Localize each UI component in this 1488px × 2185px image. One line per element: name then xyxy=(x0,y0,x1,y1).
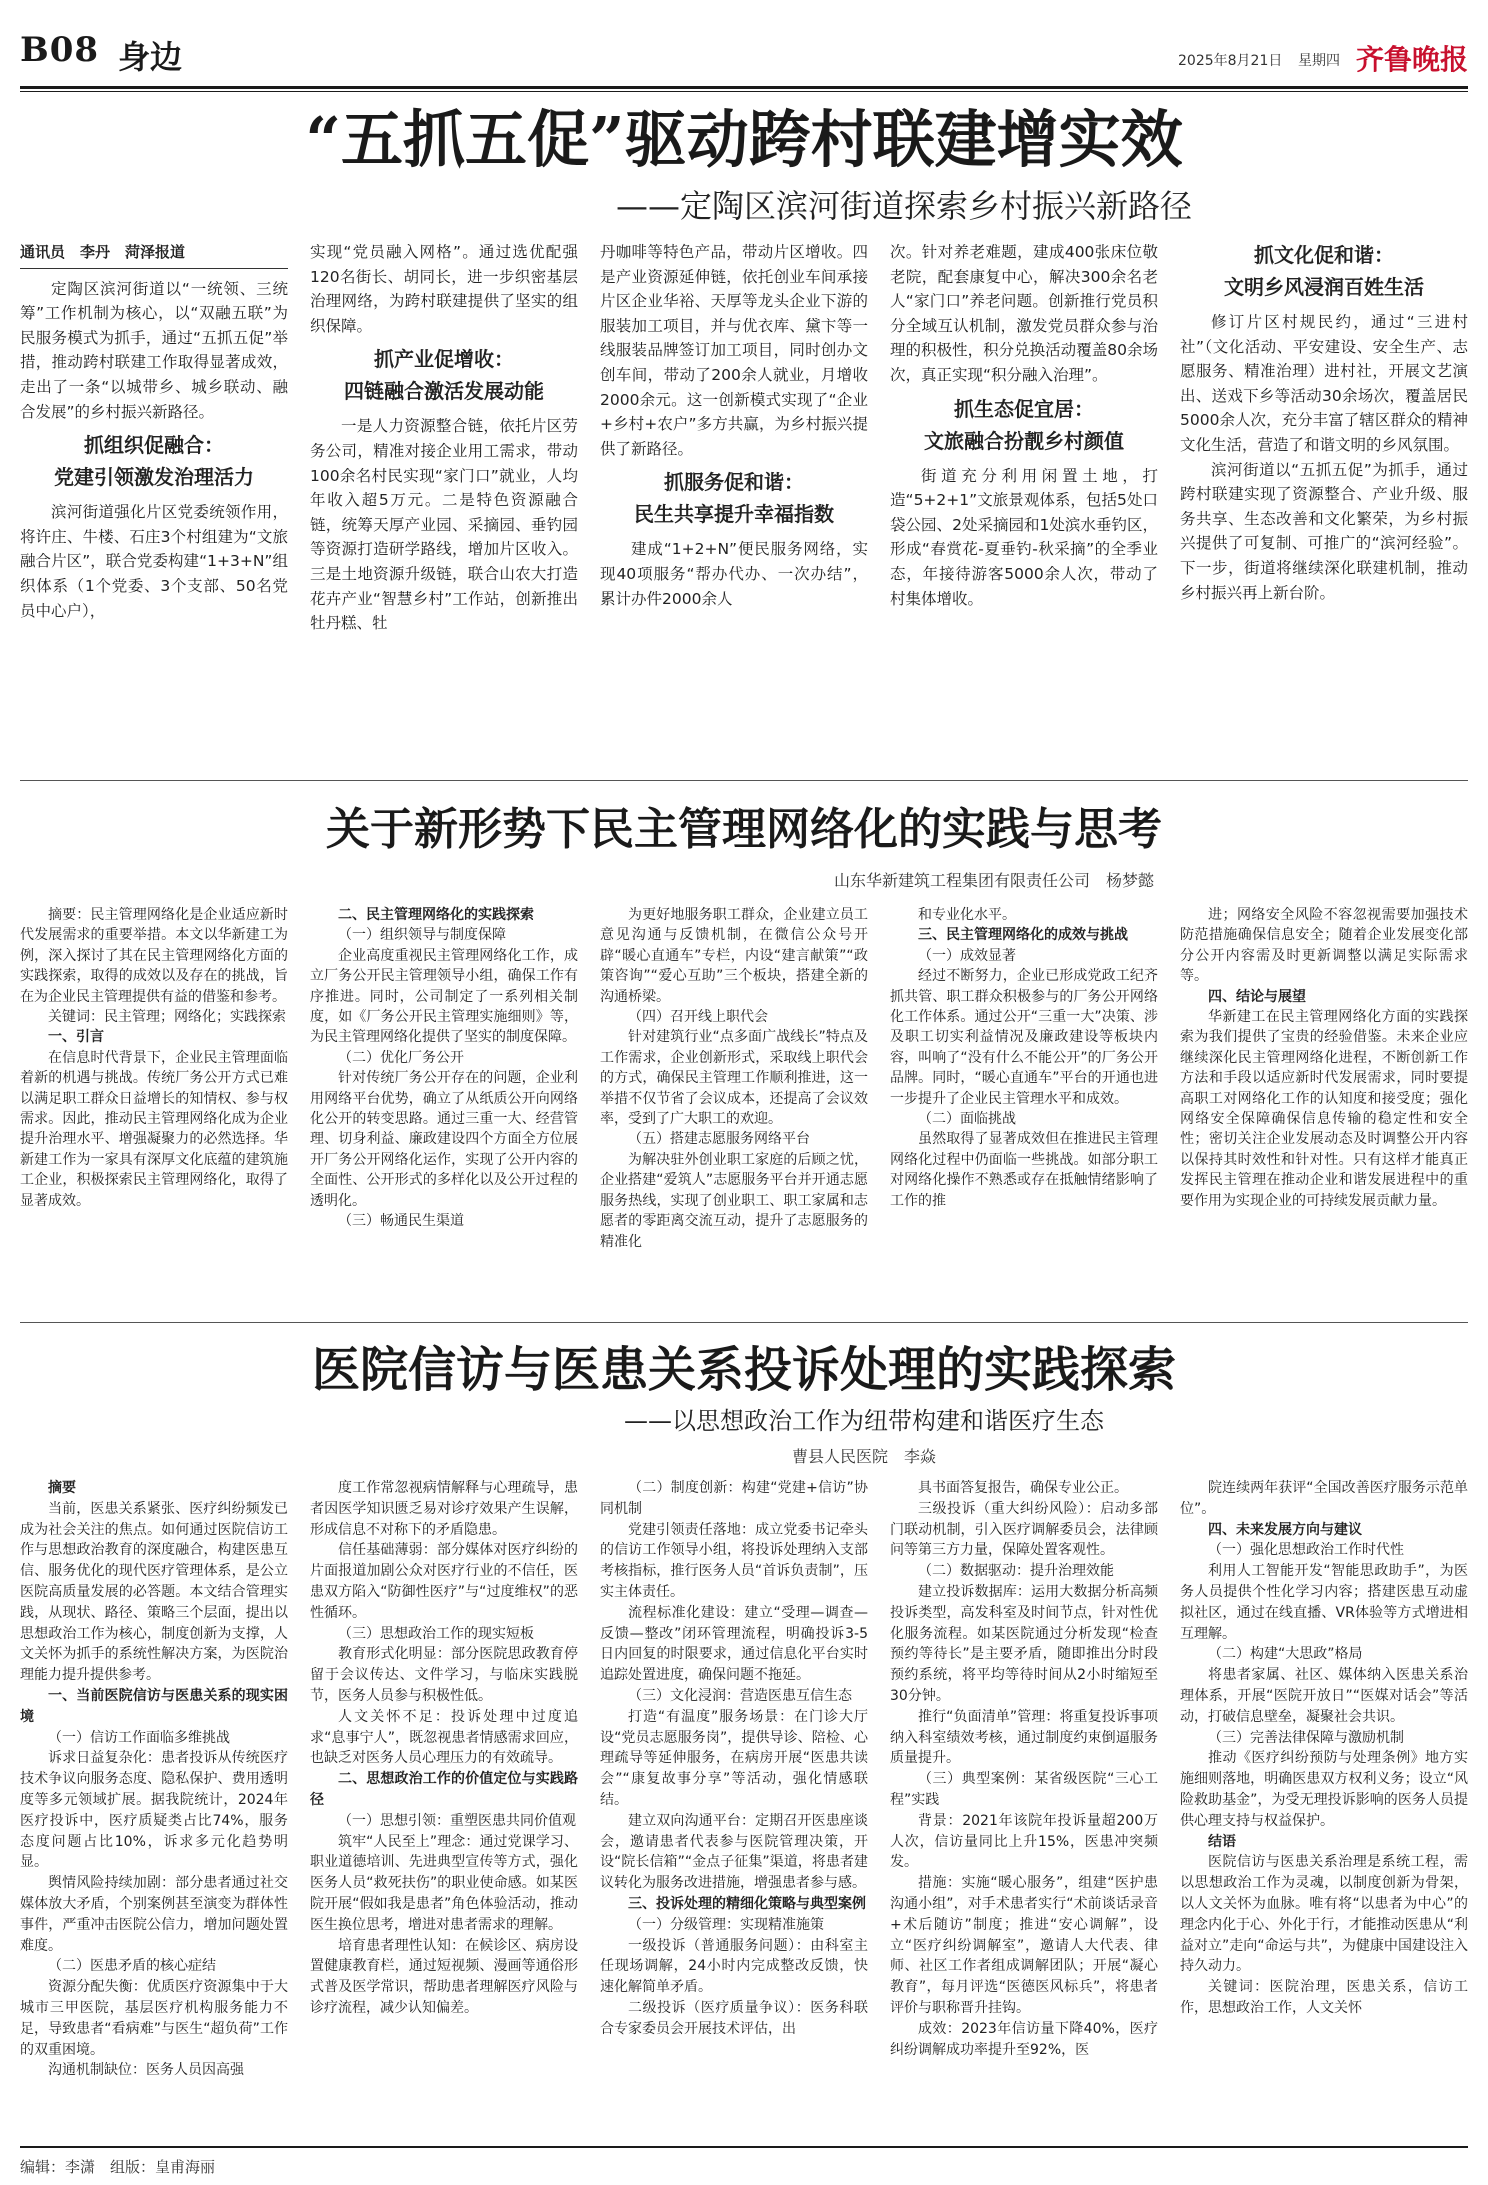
article3-para: 利用人工智能开发“智能思政助手”，为医务人员提供个性化学习内容；搭建医患互动虚拟社区，通过在线直播、VR体验等方式增进相互理解。 xyxy=(1180,1563,1468,1642)
article3-subheading: （二）制度创新：构建“党建+信访”协同机制 xyxy=(600,1480,868,1517)
article2-para: 经过不断努力，企业已形成党政工纪齐抓共管、职工群众积极参与的厂务公开网络化工作体系。通过公开“三重一大”决策、涉及职工切实利益情况及廉政建设等板块内容，叫响了“没有什么不能公开”的厂务公开品牌。同时，“暖心直通车”平台的开通也进一步提升了企业民主管理水平和成效。 xyxy=(890,968,1158,1107)
article3-para: 三级投诉（重大纠纷风险）：启动多部门联动机制，引入医疗调解委员会，法律顾问等第三方力量，保障处置客观性。 xyxy=(890,1500,1158,1559)
article2-subheading: （一）组织领导与制度保障 xyxy=(338,927,506,944)
article3-column-2 xyxy=(310,1478,578,2019)
article3-para: 二级投诉（医疗质量争议）：医务科联合专家委员会开展技术评估，出 xyxy=(600,1999,868,2037)
article3-subheading: （一）信访工作面临多维挑战 xyxy=(48,1729,230,1746)
article1-lead: 定陶区滨河街道以“一统领、三统筹”工作机制为核心，以“双融五联”为民服务模式为抓手，通过“五抓五促”举措，推动跨村联建工作取得显著成效，走出了一条“以城带乡、城乡联动、融合发展”的乡村振兴新路径。 xyxy=(20,279,288,421)
newspaper-logo: 齐鲁晚报 xyxy=(1356,43,1469,76)
article2-para: 和专业化水平。 xyxy=(918,907,1016,923)
article2-para: 华新建工在民主管理网络化方面的实践探索为我们提供了宝贵的经验借鉴。未来企业应继续深化民主管理网络化进程，不断创新工作方法和手段以适应新时代发展需求，同时要提高职工对网络化工作的认知度和接受度；强化网络安全保障确保信息传输的稳定性和安全性；密切关注企业发展动态及时调整公开内容以保持其时效性和针对性。只有这样才能真正发挥民主管理在推动企业和谐发展进程中的重要作用为实现企业的可持续发展贡献力量。 xyxy=(1180,1009,1468,1209)
article3-subheading: （二）构建“大思政”格局 xyxy=(1208,1646,1363,1663)
article1-column-1 xyxy=(20,240,288,623)
article3-para: 流程标准化建设：建立“受理—调查—反馈—整改”闭环管理流程，明确投诉3-5日内回复的时限要求，通过信息化平台实时追踪处置进度，确保问题不拖延。 xyxy=(600,1604,868,1684)
article2-column-3 xyxy=(600,905,868,1252)
article3-subheading: （一）思想引领：重塑医患共同价值观 xyxy=(338,1812,576,1829)
article3-para: 筑牢“人民至上”理念：通过党课学习、职业道德培训、先进典型宣传等方式，强化医务人员“救死扶伤”的职业使命感。如某医院开展“假如我是患者”角色体验活动，推动医生换位思考，增进对患者需求的理解。 xyxy=(310,1833,578,1933)
article2-column-5 xyxy=(1180,905,1468,1211)
article1-heading-1b: 党建引领激发治理活力 xyxy=(54,465,254,490)
article1-heading-5b: 文明乡风浸润百姓生活 xyxy=(1224,275,1424,299)
article1-heading-5a: 抓文化促和谐： xyxy=(1254,243,1394,267)
article3-para: 舆情风险持续加剧：部分患者通过社交媒体放大矛盾，个别案例甚至演变为群体性事件，严重冲击医院公信力，增加问题处置难度。 xyxy=(20,1875,288,1954)
article2-para: 虽然取得了显著成效但在推进民主管理网络化过程中仍面临一些挑战。如部分职工对网络化操作不熟悉或存在抵触情绪影响了工作的推 xyxy=(890,1131,1158,1209)
article3-para: 院连续两年获评“全国改善医疗服务示范单位”。 xyxy=(1180,1480,1468,1517)
article2-heading: 一、引言 xyxy=(48,1029,104,1046)
article1-heading-1a: 抓组织促融合： xyxy=(84,433,224,458)
article3-subheading: （二）医患矛盾的核心症结 xyxy=(48,1958,216,1975)
article3-heading: 三、投诉处理的精细化策略与典型案例 xyxy=(628,1895,866,1912)
article2-subheading: （五）搭建志愿服务网络平台 xyxy=(628,1131,810,1148)
article3-para: 人文关怀不足：投诉处理中过度追求“息事宁人”，既忽视患者情感需求回应，也缺乏对医务人员心理压力的有效疏导。 xyxy=(310,1708,578,1767)
article3-column-5 xyxy=(1180,1478,1468,2019)
page-number: B08 xyxy=(20,30,100,70)
article1-para: 街道充分利用闲置土地，打造“5+2+1”文旅景观体系，包括5处口袋公园、2处采摘园和1处滨水垂钓区，形成“春赏花-夏垂钓-秋采摘”的全季业态，年接待游客5000余人次，带动了村集体增收。 xyxy=(890,466,1158,608)
article2-para: 进；网络安全风险不容忽视需要加强技术防范措施确保信息安全；随着企业发展变化部分公开内容需及时更新调整以满足实际需求等。 xyxy=(1180,907,1468,985)
article3-para: 当前，医患关系紧张、医疗纠纷频发已成为社会关注的焦点。如何通过医院信访工作与思想政治教育的深度融合，构建医患互信、服务优化的现代医疗管理体系，是公立医院高质量发展的必答题。本文结合管理实践，从现状、路径、策略三个层面，提出以思想政治工作为核心，制度创新为支撑，人文关怀为抓手的系统性解决方案，为医院治理能力提升提供参考。 xyxy=(20,1500,288,1684)
article1-column-3 xyxy=(600,240,868,611)
article3-column-3 xyxy=(600,1478,868,2040)
article1-heading-4a: 抓生态促宜居： xyxy=(954,396,1094,421)
article3-para: 教育形式化明显：部分医院思政教育停留于会议传达、文件学习，与临床实践脱节，医务人员参与积极性低。 xyxy=(310,1646,578,1704)
article1-heading-2b: 四链融合激活发展动能 xyxy=(344,379,544,404)
footer-rule xyxy=(20,2146,1468,2148)
article2-subheading: （四）召开线上职代会 xyxy=(628,1009,768,1026)
section-name: 身边 xyxy=(118,38,183,76)
article1-para: 滨河街道以“五抓五促”为抓手，通过跨村联建实现了资源整合、产业升级、服务共享、生态改善和文化繁荣，为乡村振兴提供了可复制、可推广的“滨河经验”。下一步，街道将继续深化联建机制，推动乡村振兴再上新台阶。 xyxy=(1180,460,1468,602)
article2-column-4 xyxy=(890,905,1158,1211)
article3-para: 资源分配失衡：优质医疗资源集中于大城市三甲医院，基层医疗机构服务能力不足，导致患者“看病难”与医生“超负荷”工作的双重困境。 xyxy=(20,1979,288,2058)
article1-column-2 xyxy=(310,240,578,636)
issue-weekday: 星期四 xyxy=(1298,53,1340,69)
article3-column-4 xyxy=(890,1478,1158,2060)
article2-column-1 xyxy=(20,905,288,1211)
article3-subheading: （一）强化思想政治工作时代性 xyxy=(1208,1542,1404,1559)
article1-title: “五抓五促”驱动跨村联建增实效 xyxy=(305,103,1183,176)
article2-heading: 四、结论与展望 xyxy=(1208,988,1306,1005)
article3-para: 度工作常忽视病情解释与心理疏导，患者因医学知识匮乏易对诊疗效果产生误解，形成信息不对称下的矛盾隐患。 xyxy=(310,1480,578,1538)
section-divider xyxy=(20,1322,1468,1323)
article2-keywords: 关键词：民主管理；网络化；实践探索 xyxy=(48,1009,286,1026)
article3-para: 措施：实施“暖心服务”，组建“医护患沟通小组”，对手术患者实行“术前谈话录音+术后随访”制度；推进“安心调解”，设立“医疗纠纷调解室”，邀请人大代表、律师、社区工作者组成调解团队；开展“凝心教育”，每月评选“医德医风标兵”，将患者评价与职称晋升挂钩。 xyxy=(890,1875,1158,2016)
article3-subheading: （三）文化浸润：营造医患互信生态 xyxy=(628,1687,852,1704)
article2-subheading: （三）畅通民生渠道 xyxy=(338,1213,464,1230)
article2-subheading: （一）成效显著 xyxy=(918,947,1016,964)
article3-para: 将患者家属、社区、媒体纳入医患关系治理体系，开展“医院开放日”“医媒对话会”等活动，打破信息壁垒，凝聚社会共识。 xyxy=(1180,1667,1468,1725)
article3-subheading: （三）思想政治工作的现实短板 xyxy=(338,1625,534,1642)
article3-column-1 xyxy=(20,1478,288,2081)
article2-byline: 山东华新建筑工程集团有限责任公司 杨梦懿 xyxy=(833,871,1154,890)
article1-para: 次。针对养老难题，建成400张床位敬老院，配套康复中心，解决300余名老人“家门口”养老问题。创新推行党员积分全域互认机制，激发党员群众参与治理的积极性，积分兑换活动覆盖80余场次，真正实现“积分融入治理”。 xyxy=(890,243,1158,384)
article3-subheading: （三）典型案例：某省级医院“三心工程”实践 xyxy=(890,1771,1158,1808)
article3-byline: 曹县人民医院 李焱 xyxy=(791,1447,936,1466)
article2-para: 在信息时代背景下，企业民主管理面临着新的机遇与挑战。传统厂务公开方式已难以满足职工群众日益增长的知情权、参与权需求。因此，推动民主管理网络化成为企业提升治理水平、增强凝聚力的必然选择。华新建工作为一家具有深厚文化底蕴的建筑施工企业，积极探索民主管理网络化，取得了显著成效。 xyxy=(20,1049,288,1209)
article3-heading: 二、思想政治工作的价值定位与实践路径 xyxy=(310,1771,578,1808)
article3-para: 党建引领责任落地：成立党委书记牵头的信访工作领导小组，将投诉处理纳入支部考核指标，推行医务人员“首诉负责制”，压实主体责任。 xyxy=(600,1521,868,1600)
article2-abstract: 摘要：民主管理网络化是企业适应新时代发展需求的重要举措。本文以华新建工为例，深入探讨了其在民主管理网络化方面的实践探索，取得的成效以及存在的挑战，旨在为企业民主管理提供有益的借鉴和参考。 xyxy=(20,907,288,1005)
article2-subheading: （二）面临挑战 xyxy=(918,1111,1016,1128)
article3-para: 背景：2021年该院年投诉量超200万人次，信访量同比上升15%，医患冲突频发。 xyxy=(890,1812,1158,1871)
article3-para: 打造“有温度”服务场景：在门诊大厅设“党员志愿服务岗”，提供导诊、陪检、心理疏导等延伸服务，在病房开展“医患共读会”“康复故事分享”等活动，强化情感联结。 xyxy=(600,1708,868,1808)
article3-para: 建立双向沟通平台：定期召开医患座谈会，邀请患者代表参与医院管理决策，开设“院长信箱”“金点子征集”渠道，将患者建议转化为服务改进措施，增强患者参与感。 xyxy=(600,1812,868,1892)
article3-para: 推行“负面清单”管理：将重复投诉事项纳入科室绩效考核，通过制度约束倒逼服务质量提升。 xyxy=(890,1708,1158,1767)
article3-subheading: （三）完善法律保障与激励机制 xyxy=(1208,1729,1404,1746)
article3-subtitle: ——以思想政治工作为纽带构建和谐医疗生态 xyxy=(624,1407,1104,1435)
masthead-rule xyxy=(20,86,1468,89)
article3-para: 一级投诉（普通服务问题）：由科室主任现场调解，24小时内完成整改反馈，快速化解简单矛盾。 xyxy=(600,1937,868,1996)
article1-para: 实现“党员融入网格”。通过选优配强120名街长、胡同长，进一步织密基层治理网络，为跨村联建提供了坚实的组织保障。 xyxy=(310,243,578,335)
article1-column-4 xyxy=(890,240,1158,611)
article3-subheading: （一）分级管理：实现精准施策 xyxy=(628,1916,824,1933)
article1-heading-3a: 抓服务促和谐： xyxy=(664,470,804,495)
article2-para: 企业高度重视民主管理网络化工作，成立厂务公开民主管理领导小组，确保工作有序推进。同时，公司制定了一系列相关制度，如《厂务公开民主管理实施细则》等，为民主管理网络化提供了坚实的制度保障。 xyxy=(310,947,578,1046)
article3-subheading: （二）数据驱动：提升治理效能 xyxy=(918,1563,1114,1580)
article1-column-5 xyxy=(1180,240,1468,605)
article3-heading: 摘要 xyxy=(48,1480,76,1496)
article3-para: 信任基础薄弱：部分媒体对医疗纠纷的片面报道加剧公众对医疗行业的不信任，医患双方陷入“防御性医疗”与“过度维权”的恶性循环。 xyxy=(310,1542,578,1621)
article3-para: 建立投诉数据库：运用大数据分析高频投诉类型，高发科室及时间节点，针对性优化服务流程。如某医院通过分析发现“检查预约等待长”是主要矛盾，随即推出分时段预约系统，将平均等待时间从2小时缩短至30分钟。 xyxy=(890,1583,1158,1704)
article1-heading-2a: 抓产业促增收： xyxy=(374,347,514,372)
article1-heading-4b: 文旅融合扮靓乡村颜值 xyxy=(924,428,1124,453)
article3-title: 医院信访与医患关系投诉处理的实践探索 xyxy=(311,1342,1176,1398)
article3-para: 诉求日益复杂化：患者投诉从传统医疗技术争议向服务态度、隐私保护、费用透明度等多元领域扩展。据我院统计，2024年医疗投诉中，医疗质疑类占比74%，服务态度问题占比10%，诉求多元化趋势明显。 xyxy=(20,1750,288,1871)
article1-heading-3b: 民生共享提升幸福指数 xyxy=(634,502,834,527)
article3-para: 医院信访与医患关系治理是系统工程，需以思想政治工作为灵魂，以制度创新为骨架，以人文关怀为血脉。唯有将“以患者为中心”的理念内化于心、外化于行，才能推动医患从“利益对立”走向“命运与共”，为健康中国建设注入持久动力。 xyxy=(1180,1854,1468,1975)
article1-para: 建成“1+2+N”便民服务网络，实现40项服务“帮办代办、一次办结”，累计办件2000余人 xyxy=(600,540,868,608)
section-divider xyxy=(20,780,1468,781)
article3-para: 推动《医疗纠纷预防与处理条例》地方实施细则落地，明确医患双方权利义务；设立“风险救助基金”，为受无理投诉影响的医务人员提供心理支持与权益保护。 xyxy=(1180,1750,1468,1829)
article3-heading: 四、未来发展方向与建议 xyxy=(1208,1521,1362,1538)
article3-keywords: 关键词：医院治理，医患关系，信访工作，思想政治工作，人文关怀 xyxy=(1180,1979,1468,2016)
article3-para: 具书面答复报告，确保专业公正。 xyxy=(918,1480,1128,1496)
article3-heading: 一、当前医院信访与医患关系的现实困境 xyxy=(20,1687,288,1725)
article2-para: 针对传统厂务公开存在的问题，企业利用网络平台优势，确立了从纸质公开向网络化公开的转变思路。通过三重一大、经营管理、切身利益、廉政建设四个方面全方位展开厂务公开网络化运作，实现了公开内容的全面性、公开形式的多样化以及公开过程的透明化。 xyxy=(310,1070,578,1209)
article1-para: 滨河街道强化片区党委统领作用，将许庄、牛楼、石庄3个村组建为“文旅融合片区”，联合党委构建“1+3+N”组织体系（1个党委、3个支部、50名党员中心户）， xyxy=(20,503,288,620)
editor-credit: 编辑：李潇 组版：皇甫海丽 xyxy=(20,2158,216,2176)
article1-para: 修订片区村规民约，通过“三进村社”（文化活动、平安建设、安全生产、志愿服务、精准治理）进村社，开展文艺演出、送戏下乡等活动30余场次，覆盖居民5000余人次，充分丰富了辖区群众的精神文化生活，营造了和谐文明的乡风氛围。 xyxy=(1180,313,1468,454)
article2-column-2 xyxy=(310,905,578,1232)
article2-para: 为更好地服务职工群众，企业建立员工意见沟通与反馈机制，在微信公众号开辟“暖心直通车”专栏，内设“建言献策”“政策咨询”“爱心互助”三个板块，搭建全新的沟通桥梁。 xyxy=(600,907,868,1005)
article2-para: 针对建筑行业“点多面广战线长”特点及工作需求，企业创新形式，采取线上职代会的方式，确保民主管理工作顺利推进，这一举措不仅节省了会议成本，还提高了会议效率，受到了广大职工的欢迎。 xyxy=(600,1029,868,1128)
article3-para: 沟通机制缺位：医务人员因高强 xyxy=(48,2062,244,2079)
article2-subheading: （二）优化厂务公开 xyxy=(338,1049,464,1066)
article1-reporter: 通讯员 李丹 菏泽报道 xyxy=(20,240,288,269)
article3-para: 成效：2023年信访量下降40%，医疗纠纷调解成功率提升至92%，医 xyxy=(890,2020,1158,2058)
masthead-rule-thin xyxy=(20,91,1468,92)
article3-heading: 结语 xyxy=(1208,1833,1236,1850)
article2-heading: 三、民主管理网络化的成效与挑战 xyxy=(918,927,1128,944)
article1-para: 一是人力资源整合链，依托片区劳务公司，精准对接企业用工需求，带动100余名村民实现“家门口”就业，人均年收入超5万元。二是特色资源融合链，统筹天厚产业园、采摘园、垂钓园等资源打造研学路线，增加片区收入。三是土地资源升级链，联合山农大打造花卉产业“智慧乡村”工作站，创新推出牡丹糕、牡 xyxy=(310,417,578,633)
article1-para: 丹咖啡等特色产品，带动片区增收。四是产业资源延伸链，依托创业车间承接片区企业华裕、天厚等龙头企业下游的服装加工项目，并与优衣库、黛卞等一线服装品牌签订加工项目，同时创办文创车间，带动了200余人就业，月增收2000余元。这一创新模式实现了“企业+乡村+农户”多方共赢，为乡村振兴提供了新路径。 xyxy=(600,243,868,458)
article2-heading: 二、民主管理网络化的实践探索 xyxy=(338,907,534,923)
article3-para: 培育患者理性认知：在候诊区、病房设置健康教育栏，通过短视频、漫画等通俗形式普及医学常识，帮助患者理解医疗风险与诊疗流程，减少认知偏差。 xyxy=(310,1937,578,2016)
article2-para: 为解决驻外创业职工家庭的后顾之忧，企业搭建“爱筑人”志愿服务平台并开通志愿服务热线，实现了创业职工、职工家属和志愿者的零距离交流互动，提升了志愿服务的精准化 xyxy=(600,1151,868,1250)
issue-date: 2025年8月21日 xyxy=(1178,53,1283,69)
article1-subtitle: ——定陶区滨河街道探索乡村振兴新路径 xyxy=(615,187,1192,225)
article2-title: 关于新形势下民主管理网络化的实践与思考 xyxy=(326,804,1162,855)
